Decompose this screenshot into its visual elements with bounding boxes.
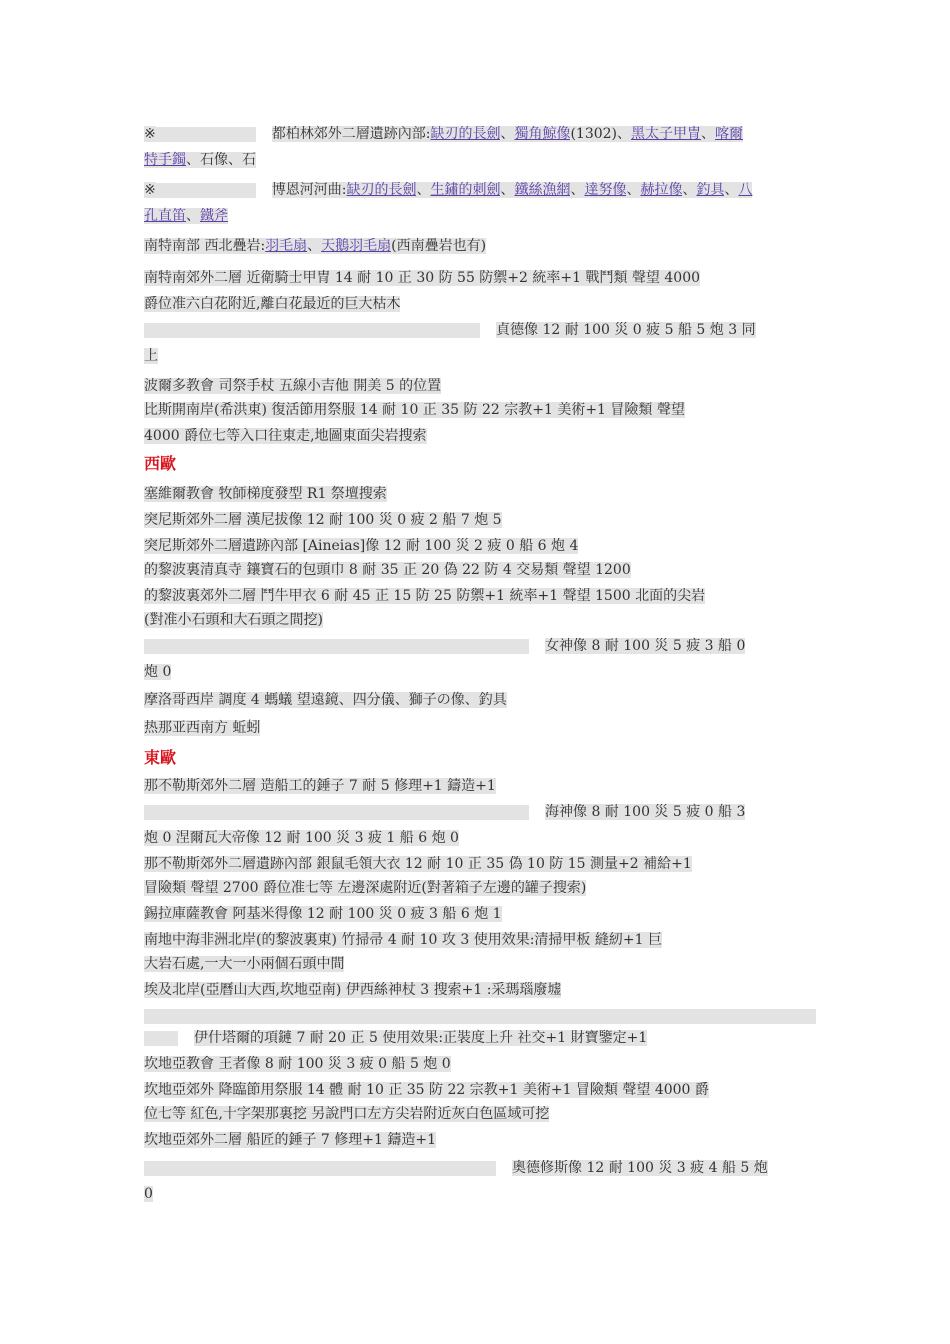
item-link[interactable]: 釣具	[696, 182, 725, 198]
line-text: 坎地亞郊外二層 船匠的錘子 7 修理+1 鑄造+1	[144, 1132, 436, 1148]
text-line	[144, 1078, 709, 1102]
line-text: (西南疊岩也有)	[391, 238, 487, 254]
text-line	[144, 1004, 832, 1028]
line-text: 突尼斯郊外二層 漢尼拔像 12 耐 100 災 0 疲 2 船 7 炮 5	[144, 512, 502, 528]
line-text: 那不勒斯郊外二層 造船工的錘子 7 耐 5 修理+1 鑄造+1	[144, 778, 496, 794]
line-text: 南特南郊外二層 近衛騎士甲冑 14 耐 10 正 30 防 55 防禦+2 統率+1 戰鬥類 聲望 4000	[144, 270, 701, 286]
line-text: 那不勒斯郊外二層遺跡內部 銀鼠毛領大衣 12 耐 10 正 35 偽 10 防 15 測量+2 補給+1	[144, 856, 692, 872]
line-text: 、	[416, 182, 431, 198]
line-text: 、	[682, 182, 697, 198]
highlight-gap	[144, 639, 529, 654]
line-text: 、	[186, 208, 200, 224]
item-link[interactable]: 特手鐲	[144, 152, 186, 168]
line-text: 炮 0	[144, 664, 172, 680]
text-line	[144, 178, 752, 202]
text-line	[144, 1052, 451, 1076]
line-text: (1302)、	[570, 126, 632, 142]
reference-mark: ※	[144, 126, 156, 142]
line-text: 炮 0 涅爾瓦大帝像 12 耐 100 災 3 疲 1 船 6 炮 0	[144, 830, 459, 846]
highlight-gap	[144, 1161, 496, 1176]
line-text: 爵位准六白花附近,離白花最近的巨大枯木	[144, 296, 401, 312]
item-link[interactable]: 生鏽的刺劍	[430, 182, 501, 198]
line-text: 、石像、石	[186, 152, 256, 168]
item-link[interactable]: 鐵斧	[200, 208, 228, 224]
line-text: 錫拉庫薩教會 阿基米得像 12 耐 100 災 0 疲 3 船 6 炮 1	[144, 906, 502, 922]
highlight-gap	[156, 127, 256, 142]
line-text: 南特南部 西北疊岩:	[144, 238, 266, 254]
line-text: 、	[701, 126, 716, 142]
text-line	[144, 374, 441, 398]
line-text: 热那亚西南方 蚯蚓	[144, 720, 261, 736]
line-text: 、	[500, 126, 515, 142]
text-line	[144, 826, 459, 850]
text-line	[144, 1182, 153, 1206]
text-line	[144, 204, 228, 228]
line-text: 南地中海非洲北岸(的黎波裏東) 竹掃帚 4 耐 10 攻 3 使用效果:清掃甲板 縫紉+1 巨	[144, 932, 662, 948]
text-line	[144, 1156, 768, 1180]
line-text: 坎地亞郊外 降臨節用祭服 14 體 耐 10 正 35 防 22 宗教+1 美術+1 冒險類 聲望 4000 爵	[144, 1082, 709, 1098]
line-text: 、	[724, 182, 739, 198]
text-line	[144, 634, 745, 658]
item-link[interactable]: 鐵絲漁網	[514, 182, 571, 198]
item-link[interactable]: 赫拉像	[640, 182, 683, 198]
line-text: 的黎波裏郊外二層 鬥牛甲衣 6 耐 45 正 15 防 25 防禦+1 統率+1 聲望 1500 北面的尖岩	[144, 588, 706, 604]
item-link[interactable]: 黑太子甲冑	[631, 126, 702, 142]
text-line	[144, 148, 256, 172]
text-line	[144, 800, 745, 824]
item-link[interactable]: 羽毛扇	[265, 238, 308, 254]
line-text: 博恩河河曲:	[271, 182, 347, 198]
text-line	[144, 688, 507, 712]
line-text: 上	[144, 348, 158, 364]
line-text: 、	[626, 182, 641, 198]
line-text: 都柏林郊外二層遺跡內部:	[271, 126, 431, 142]
text-line	[144, 482, 387, 506]
highlight-gap	[156, 183, 256, 198]
line-text: 、	[570, 182, 585, 198]
text-line	[144, 266, 700, 290]
line-text: 的黎波裏清真寺 鑲寶石的包頭巾 8 耐 35 正 20 偽 22 防 4 交易類 聲望 1200	[144, 562, 631, 578]
line-text: 摩洛哥西岸 調度 4 螞蟻 望遠鏡、四分儀、獅子の像、釣具	[144, 692, 507, 708]
line-text: 突尼斯郊外二層遺跡內部 [Aineias]像 12 耐 100 災 2 疲 0 船 6 炮 4	[144, 538, 579, 554]
text-line	[144, 608, 323, 632]
line-text: 、	[307, 238, 322, 254]
text-line	[144, 716, 260, 740]
text-line	[144, 234, 486, 258]
line-text: 塞維爾教會 牧師梯度發型 R1 祭壇搜索	[144, 486, 387, 502]
line-text: 比斯開南岸(希洪東) 復活節用祭服 14 耐 10 正 35 防 22 宗教+1 美術+1 冒險類 聲望	[144, 402, 685, 418]
text-line	[144, 318, 756, 342]
text-line	[144, 1128, 436, 1152]
text-line	[144, 952, 344, 976]
line-text: 貞德像 12 耐 100 災 0 疲 5 船 5 炮 3 同	[496, 322, 756, 338]
highlight-gap	[144, 805, 529, 820]
section-heading	[144, 452, 176, 476]
item-link[interactable]: 八	[738, 182, 753, 198]
item-link[interactable]: 喀爾	[715, 126, 744, 142]
text-line	[144, 852, 692, 876]
text-line	[144, 1102, 549, 1126]
text-line	[144, 292, 400, 316]
text-line	[144, 584, 705, 608]
text-line	[144, 508, 502, 532]
text-line	[144, 534, 578, 558]
text-line	[144, 344, 158, 368]
line-text: (對准小石頭和大石頭之間挖)	[144, 612, 323, 628]
line-text: 冒險類 聲望 2700 爵位准七等 左邊深處附近(對著箱子左邊的罐子搜索)	[144, 880, 587, 896]
line-text: 海神像 8 耐 100 災 5 疲 0 船 3	[545, 804, 746, 820]
item-link[interactable]: 達努像	[584, 182, 627, 198]
line-text: 、	[500, 182, 515, 198]
line-text: 埃及北岸(亞曆山大西,坎地亞南) 伊西絲神杖 3 搜索+1 :采瑪瑙廢墟	[144, 982, 562, 998]
item-link[interactable]: 缺刃的長劍	[430, 126, 501, 142]
line-text: 大岩石處,一大一小兩個石頭中間	[144, 956, 345, 972]
line-text: 奧德修斯像 12 耐 100 災 3 疲 4 船 5 炮	[512, 1160, 768, 1176]
highlight-gap	[144, 1009, 816, 1024]
text-line	[144, 774, 496, 798]
highlight-gap	[144, 1031, 178, 1046]
text-line	[144, 122, 743, 146]
line-text: 4000 爵位七等入口往東走,地圖東面尖岩搜索	[144, 428, 427, 444]
item-link[interactable]: 缺刃的長劍	[346, 182, 417, 198]
section-heading	[144, 746, 176, 770]
reference-mark: ※	[144, 182, 156, 198]
line-text: 0	[144, 1186, 153, 1202]
text-line	[144, 558, 631, 582]
line-text: 伊什塔爾的項鏈 7 耐 20 正 5 使用效果:正裝度上升 社交+1 財寶鑒定+1	[194, 1030, 648, 1046]
line-text: 位七等 紅色,十字架那裏挖 另說門口左方尖岩附近灰白色區域可挖	[144, 1106, 550, 1122]
text-line	[144, 398, 685, 422]
text-line	[144, 978, 561, 1002]
highlight-gap	[144, 323, 480, 338]
text-line	[144, 876, 586, 900]
item-link[interactable]: 天鵝羽毛扇	[321, 238, 392, 254]
text-line	[144, 660, 171, 684]
item-link[interactable]: 孔直笛	[144, 208, 186, 224]
text-line	[144, 902, 502, 926]
section-heading-text: 東歐	[144, 748, 177, 767]
text-line	[144, 424, 427, 448]
line-text: 坎地亞教會 王者像 8 耐 100 災 3 疲 0 船 5 炮 0	[144, 1056, 451, 1072]
text-line	[144, 1026, 647, 1050]
text-line	[144, 928, 662, 952]
section-heading-text: 西歐	[144, 454, 177, 473]
line-text: 波爾多教會 司祭手杖 五線小吉他 開美 5 的位置	[144, 378, 442, 394]
item-link[interactable]: 獨角鯨像	[514, 126, 571, 142]
line-text: 女神像 8 耐 100 災 5 疲 3 船 0	[545, 638, 746, 654]
